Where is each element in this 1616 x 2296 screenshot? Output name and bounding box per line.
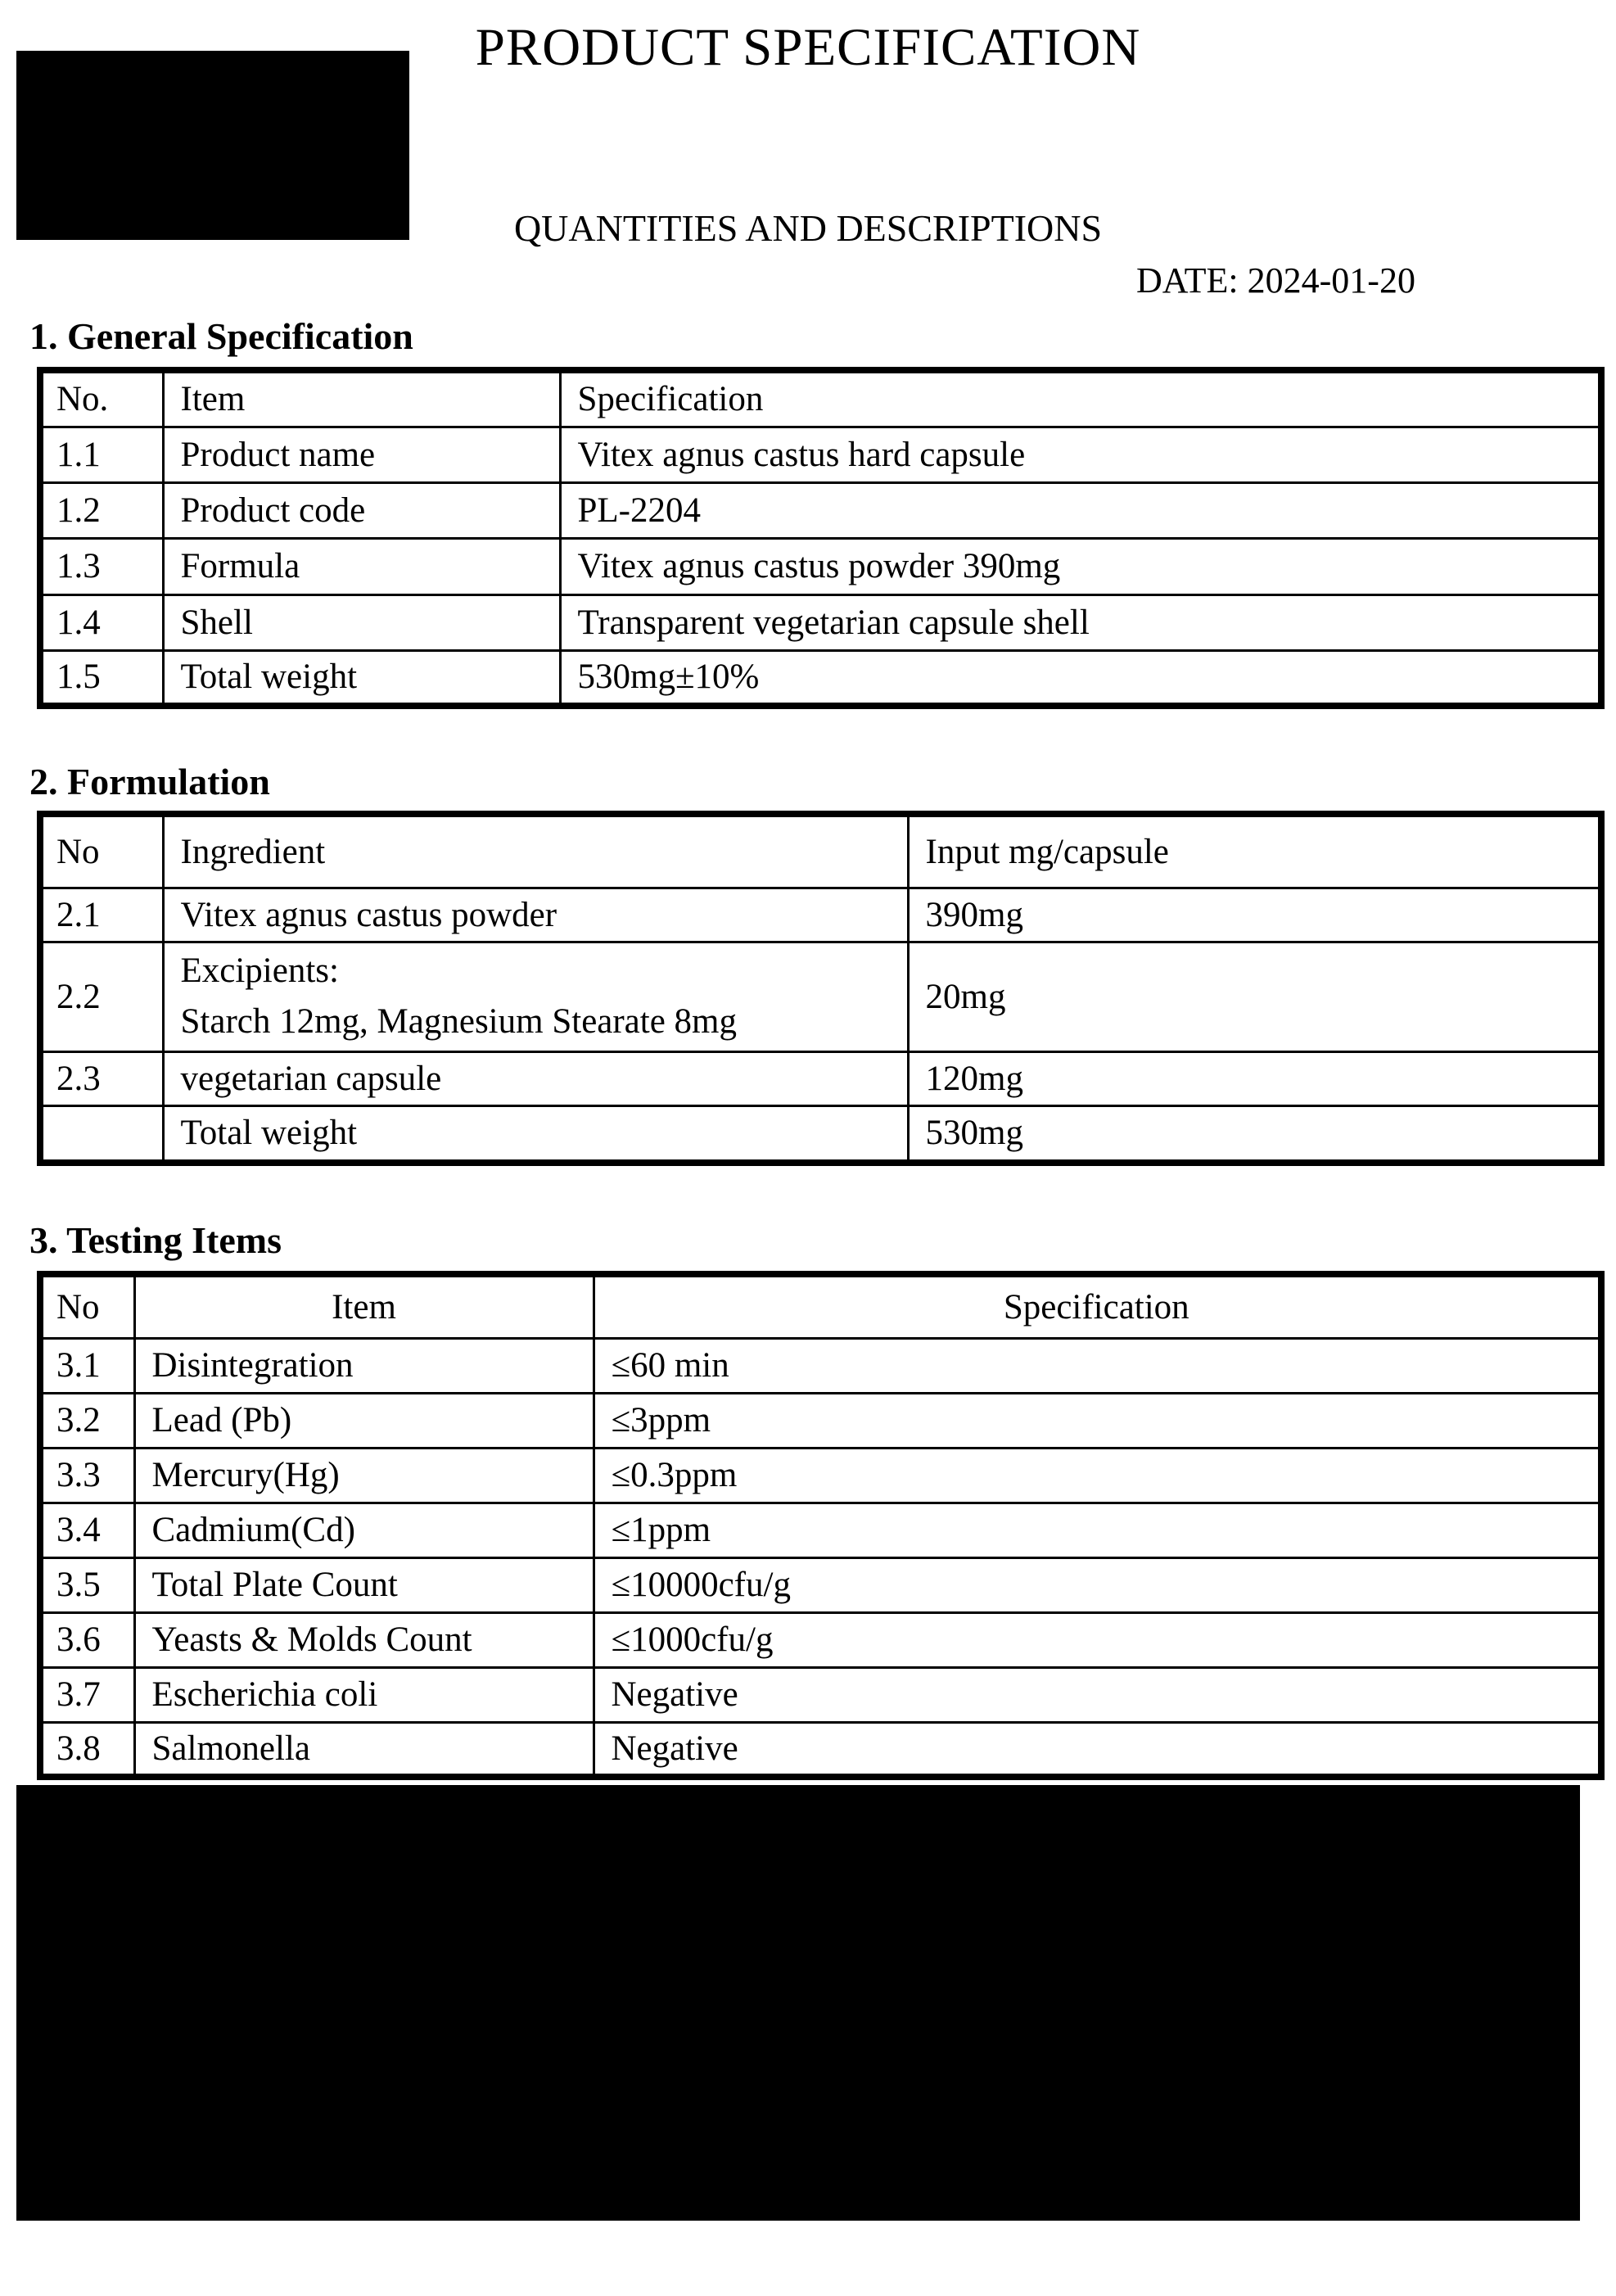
table-row: [40, 942, 1601, 1051]
table-row: [40, 538, 1601, 594]
section-heading-testing-items: 3. Testing Items: [29, 1219, 282, 1261]
table-row: [40, 1448, 1601, 1503]
cell-no: 1.3: [40, 538, 163, 594]
table-row: [40, 1051, 1601, 1105]
section-heading-formulation: 2. Formulation: [29, 761, 270, 802]
cell-no: 3.4: [40, 1503, 134, 1557]
cell-no: 1.5: [40, 650, 163, 706]
table-row: [40, 1557, 1601, 1612]
cell-item: Product name: [163, 427, 560, 482]
cell-ingredient: Vitex agnus castus powder: [163, 888, 908, 942]
table-row: [40, 427, 1601, 482]
redaction-block-bottom: [16, 1785, 1580, 2221]
header-cell-item: Item: [163, 370, 560, 427]
cell-no: 3.1: [40, 1338, 134, 1393]
cell-no: 3.8: [40, 1722, 134, 1777]
cell-no: 3.7: [40, 1667, 134, 1722]
table-row: [40, 594, 1601, 650]
cell-item: Cadmium(Cd): [134, 1503, 594, 1557]
table-formulation: [37, 811, 1605, 1166]
table-row: [40, 1667, 1601, 1722]
table-row: [40, 888, 1601, 942]
table-row: [40, 1612, 1601, 1667]
cell-specification: Transparent vegetarian capsule shell: [560, 594, 1601, 650]
cell-specification: Vitex agnus castus powder 390mg: [560, 538, 1601, 594]
cell-no: 1.4: [40, 594, 163, 650]
header-cell-input: Input mg/capsule: [908, 814, 1601, 888]
cell-item: Shell: [163, 594, 560, 650]
cell-item: Product code: [163, 482, 560, 538]
table-row: [40, 1338, 1601, 1393]
cell-input: 390mg: [908, 888, 1601, 942]
cell-no: 1.2: [40, 482, 163, 538]
header-cell-item: Item: [134, 1274, 594, 1338]
cell-specification: ≤0.3ppm: [594, 1448, 1601, 1503]
cell-specification: ≤1000cfu/g: [594, 1612, 1601, 1667]
cell-item: Salmonella: [134, 1722, 594, 1777]
cell-no: 3.6: [40, 1612, 134, 1667]
cell-item: Yeasts & Molds Count: [134, 1612, 594, 1667]
cell-item: Formula: [163, 538, 560, 594]
section-heading-general-specification: 1. General Specification: [29, 315, 413, 357]
header-cell-specification: Specification: [560, 370, 1601, 427]
cell-ingredient: vegetarian capsule: [163, 1051, 908, 1105]
cell-specification: 530mg±10%: [560, 650, 1601, 706]
cell-no: 3.3: [40, 1448, 134, 1503]
table-row: [40, 1105, 1601, 1163]
document-title: PRODUCT SPECIFICATION: [475, 18, 1141, 77]
cell-no: 3.5: [40, 1557, 134, 1612]
cell-item: Total weight: [163, 650, 560, 706]
table-testing-items: [37, 1271, 1605, 1780]
cell-item: Total Plate Count: [134, 1557, 594, 1612]
cell-no: 2.1: [40, 888, 163, 942]
document-subtitle: QUANTITIES AND DESCRIPTIONS: [513, 207, 1103, 249]
cell-specification: Vitex agnus castus hard capsule: [560, 427, 1601, 482]
cell-input: 530mg: [908, 1105, 1601, 1163]
table-general-specification: [37, 367, 1605, 709]
cell-specification: Negative: [594, 1667, 1601, 1722]
table-row: [40, 1503, 1601, 1557]
cell-specification: ≤60 min: [594, 1338, 1601, 1393]
cell-no: 2.2: [40, 942, 163, 1051]
cell-specification: ≤10000cfu/g: [594, 1557, 1601, 1612]
table-header-row: [40, 1274, 1601, 1338]
table-row: [40, 1722, 1601, 1777]
document-date: DATE: 2024-01-20: [1136, 260, 1415, 301]
cell-no: [40, 1105, 163, 1163]
cell-no: 2.3: [40, 1051, 163, 1105]
cell-item: Disintegration: [134, 1338, 594, 1393]
cell-specification: ≤3ppm: [594, 1393, 1601, 1448]
header-cell-ingredient: Ingredient: [163, 814, 908, 888]
cell-item: Escherichia coli: [134, 1667, 594, 1722]
header-cell-no: No: [40, 814, 163, 888]
cell-ingredient: [163, 942, 908, 1051]
table-header-row: [40, 370, 1601, 427]
table-row: [40, 650, 1601, 706]
cell-input: 120mg: [908, 1051, 1601, 1105]
cell-ingredient: Total weight: [163, 1105, 908, 1163]
header-cell-no: No: [40, 1274, 134, 1338]
header-cell-specification: Specification: [594, 1274, 1601, 1338]
cell-line-1: Excipients:: [180, 951, 339, 990]
cell-item: Lead (Pb): [134, 1393, 594, 1448]
cell-specification: Negative: [594, 1722, 1601, 1777]
table-row: [40, 1393, 1601, 1448]
cell-specification: PL-2204: [560, 482, 1601, 538]
cell-no: 3.2: [40, 1393, 134, 1448]
cell-input: 20mg: [908, 942, 1601, 1051]
header-cell-no: No.: [40, 370, 163, 427]
table-row: [40, 482, 1601, 538]
cell-specification: ≤1ppm: [594, 1503, 1601, 1557]
table-header-row: [40, 814, 1601, 888]
cell-no: 1.1: [40, 427, 163, 482]
cell-line-2: Starch 12mg, Magnesium Stearate 8mg: [180, 1002, 737, 1041]
cell-item: Mercury(Hg): [134, 1448, 594, 1503]
